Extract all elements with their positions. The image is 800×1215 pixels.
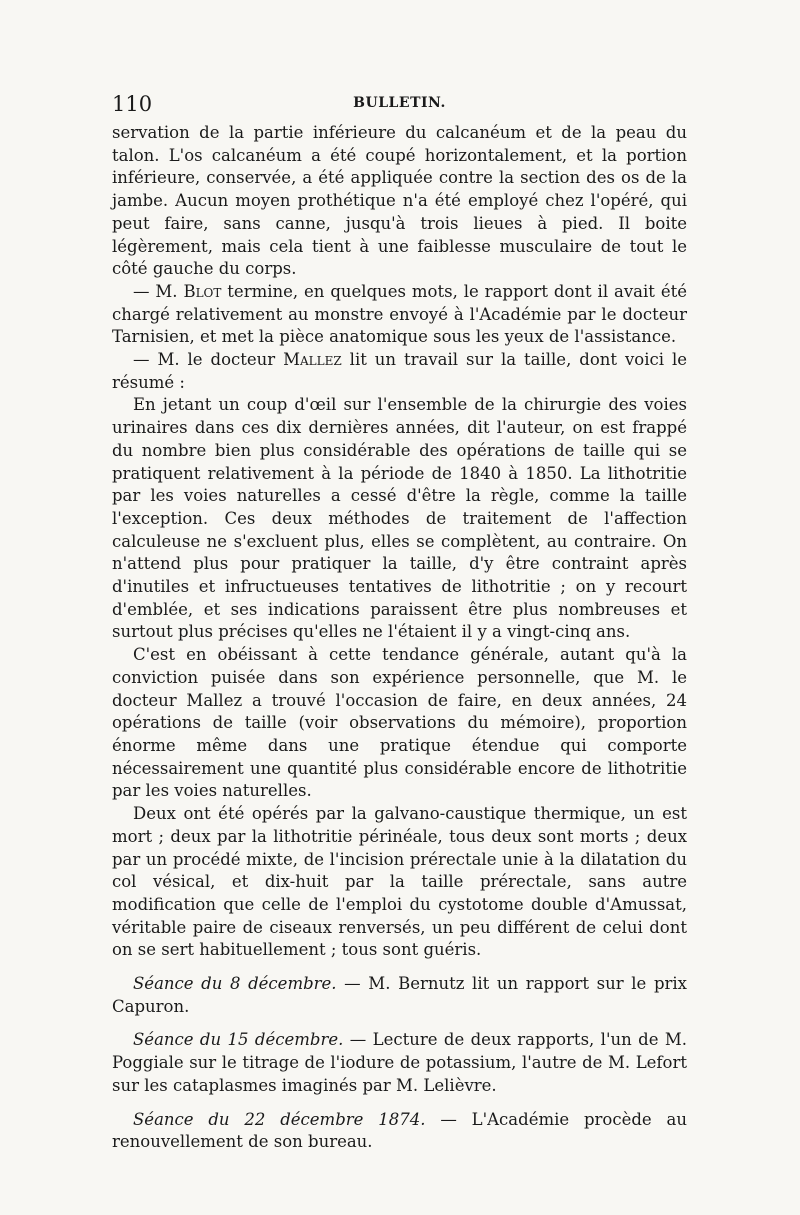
paragraph-prefix: — M. xyxy=(133,281,184,301)
paragraph-summary-2: C'est en obéissant à cette tendance générale, autant qu'à la conviction puisée dans son expérience personnelle, que M. le docteur Mallez a trouvé l'occasion de faire, en deux années, 24 opérations de taille (voir observations du mémoire), proportion énorme même dans une pratique étendue qui comporte nécessairement une quantité plus considérable encore de lithotritie par les voies naturelles. xyxy=(112,645,687,801)
paragraph-summary-3: Deux ont été opérés par la galvano-caustique thermique, un est mort ; deux par la lithotritie périnéale, tous deux sont morts ; deux par un procédé mixte, de l'incision prérectale unie à la dilatation du col vésical, et dix-huit par la taille prérectale, sans autre modification que celle de l'emploi du cystotome double d'Amussat, véritable paire de ciseaux renversés, un peu différent de celui dont on se sert habituellement ; tous sont guéris. xyxy=(112,804,687,960)
running-head xyxy=(112,92,687,122)
seance-15-decembre xyxy=(112,1029,687,1097)
journal-title: BULLETIN. xyxy=(353,95,446,111)
page xyxy=(112,92,687,1154)
paragraph-continued: servation de la partie inférieure du calcanéum et de la peau du talon. L'os calcanéum a été coupé horizontalement, et la portion inférieure, conservée, a été appliquée contre la section des os de la jambe. Aucun moyen prothétique n'a été employé chez l'opéré, qui peut faire, sans canne, jusqu'à trois lieues à pied. Il boite légèrement, mais cela tient à une faiblesse musculaire de tout le côté gauche du corps. xyxy=(112,123,687,279)
author-name-mallez: Mallez xyxy=(283,350,342,370)
seance-8-decembre xyxy=(112,973,687,1018)
paragraph-text: termine, en quelques mots, le rapport dont il avait été chargé relativement au monstre envoyé à l'Académie par le docteur Tarnisien, et met la pièce anatomique sous les yeux de l'assistance. xyxy=(112,281,687,347)
author-name-blot: Blot xyxy=(183,281,222,301)
seance-label: Séance du 8 décembre. xyxy=(133,974,337,994)
seance-text: — L'Académie procède au renouvellement de son bureau. xyxy=(112,1109,687,1152)
seance-22-decembre xyxy=(112,1109,687,1154)
seance-label: Séance du 22 décembre 1874. xyxy=(133,1109,426,1129)
body-text xyxy=(112,122,687,1154)
seance-text: — M. Bernutz lit un rapport sur le prix Capuron. xyxy=(112,974,687,1016)
seance-label: Séance du 15 décembre. xyxy=(133,1030,344,1050)
paragraph-prefix: — M. le docteur xyxy=(133,350,284,370)
paragraph-summary-1: En jetant un coup d'œil sur l'ensemble de la chirurgie des voies urinaires dans ces dix dernières années, dit l'auteur, on est frappé du nombre bien plus considérable des opérations de taille qui se pratiquent relativement à la période de 1840 à 1850. La lithotritie par les voies naturelles a cessé d'être la règle, comme la taille l'exception. Ces deux méthodes de traitement de l'affection calculeuse ne s'excluent plus, elles se complètent, au contraire. On n'attend plus pour pratiquer la taille, d'y être contraint après d'inutiles et infructueuses tentatives de lithotritie ; on y recourt d'emblée, et ses indications paraissent être plus nombreuses et surtout plus précises qu'elles ne l'étaient il y a vingt-cinq ans. xyxy=(112,395,687,642)
seance-text: — Lecture de deux rapports, l'un de M. Poggiale sur le titrage de l'iodure de potassium, l'autre de M. Lefort sur les cataplasmes imaginés par M. Lelièvre. xyxy=(112,1030,687,1095)
paragraph-text: lit un travail sur la taille, dont voici le résumé : xyxy=(112,350,688,392)
paragraph-mallez xyxy=(112,349,687,394)
page-number: 110 xyxy=(112,92,153,116)
paragraph-blot xyxy=(112,281,687,349)
